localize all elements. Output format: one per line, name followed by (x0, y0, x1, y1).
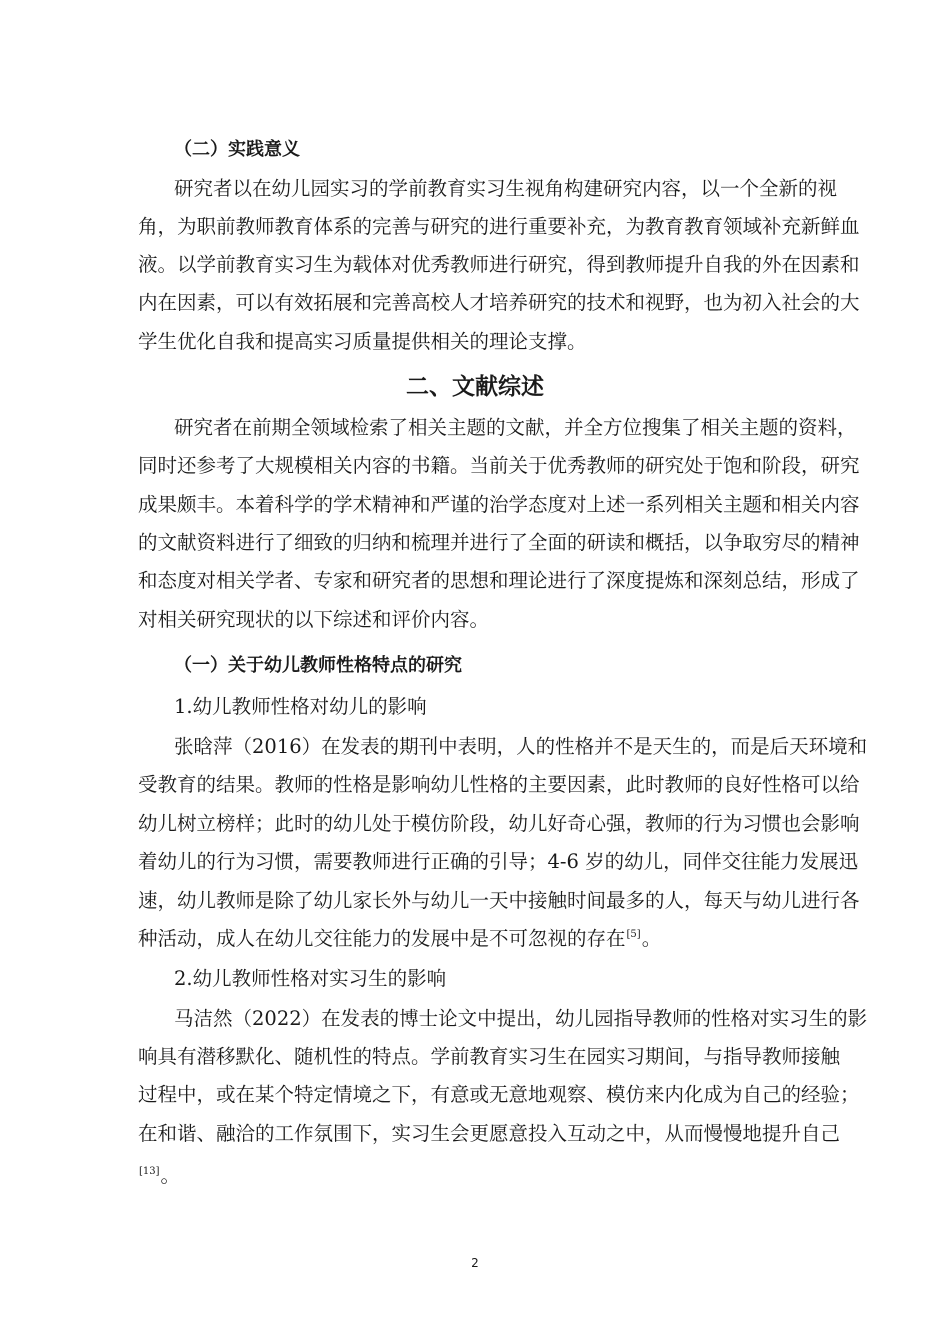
paragraph-line: 同时还参考了大规模相关内容的书籍。当前关于优秀教师的研究处于饱和阶段，研究 (138, 454, 860, 477)
paragraph-line: 液。以学前教育实习生为载体对优秀教师进行研究，得到教师提升自我的外在因素和 (138, 253, 860, 276)
paragraph-line: 研究者以在幼儿园实习的学前教育实习生视角构建研究内容，以一个全新的视 (174, 177, 838, 200)
paragraph-line: 角，为职前教师教育体系的完善与研究的进行重要补充，为教育教育领域补充新鲜血 (138, 215, 860, 238)
paragraph-line: 响具有潜移默化、随机性的特点。学前教育实习生在园实习期间，与指导教师接触 (138, 1045, 841, 1068)
paragraph-line: 马洁然（2022）在发表的博士论文中提出，幼儿园指导教师的性格对实习生的影 (174, 1007, 868, 1030)
paragraph-line-with-citation (138, 1162, 863, 1190)
paragraph-end-mark: 。 (160, 1164, 181, 1187)
paragraph-line: 速，幼儿教师是除了幼儿家长外与幼儿一天中接触时间最多的人，每天与幼儿进行各 (138, 889, 860, 912)
citation-marker: [5] (626, 929, 641, 940)
paragraph-text: 种活动，成人在幼儿交往能力的发展中是不可忽视的存在 (138, 927, 626, 950)
paragraph-line: 对相关研究现状的以下综述和评价内容。 (138, 608, 490, 631)
paragraph-line: 在和谐、融洽的工作氛围下，实习生会更愿意投入互动之中，从而慢慢地提升自己 (138, 1122, 841, 1145)
paragraph-line: 过程中，或在某个特定情境之下，有意或无意地观察、模仿来内化成为自己的经验； (138, 1083, 860, 1106)
paragraph-line: 成果颇丰。本着科学的学术精神和严谨的治学态度对上述一系列相关主题和相关内容 (138, 493, 860, 516)
section-heading-practical: （二）实践意义 (174, 139, 300, 160)
paragraph-line: 内在因素，可以有效拓展和完善高校人才培养研究的技术和视野，也为初入社会的大 (138, 291, 860, 314)
paragraph-line: 着幼儿的行为习惯，需要教师进行正确的引导；4-6 岁的幼儿，同伴交往能力发展迅 (138, 850, 859, 873)
paragraph-line-with-citation (138, 925, 863, 953)
paragraph-end-mark: 。 (641, 927, 662, 950)
chapter-heading-literature-review: 二、文献综述 (406, 374, 544, 400)
paragraph-line: 学生优化自我和提高实习质量提供相关的理论支撑。 (138, 330, 587, 353)
subsection-title: 1.幼儿教师性格对幼儿的影响 (174, 695, 427, 718)
paragraph-line: 幼儿树立榜样；此时的幼儿处于模仿阶段，幼儿好奇心强，教师的行为习惯也会影响 (138, 812, 860, 835)
paragraph-line: 和态度对相关学者、专家和研究者的思想和理论进行了深度提炼和深刻总结，形成了 (138, 569, 860, 592)
citation-marker: [13] (139, 1166, 160, 1177)
paragraph-line: 受教育的结果。教师的性格是影响幼儿性格的主要因素，此时教师的良好性格可以给 (138, 773, 860, 796)
subsection-title: 2.幼儿教师性格对实习生的影响 (174, 967, 447, 990)
page-number: 2 (471, 1256, 479, 1270)
paragraph-line: 的文献资料进行了细致的归纳和梳理并进行了全面的研读和概括，以争取穷尽的精神 (138, 531, 860, 554)
section-heading-teacher-traits: （一）关于幼儿教师性格特点的研究 (174, 655, 462, 676)
paragraph-line: 研究者在前期全领域检索了相关主题的文献，并全方位搜集了相关主题的资料， (174, 416, 857, 439)
paragraph-line: 张晗萍（2016）在发表的期刊中表明，人的性格并不是天生的，而是后天环境和 (174, 735, 868, 758)
